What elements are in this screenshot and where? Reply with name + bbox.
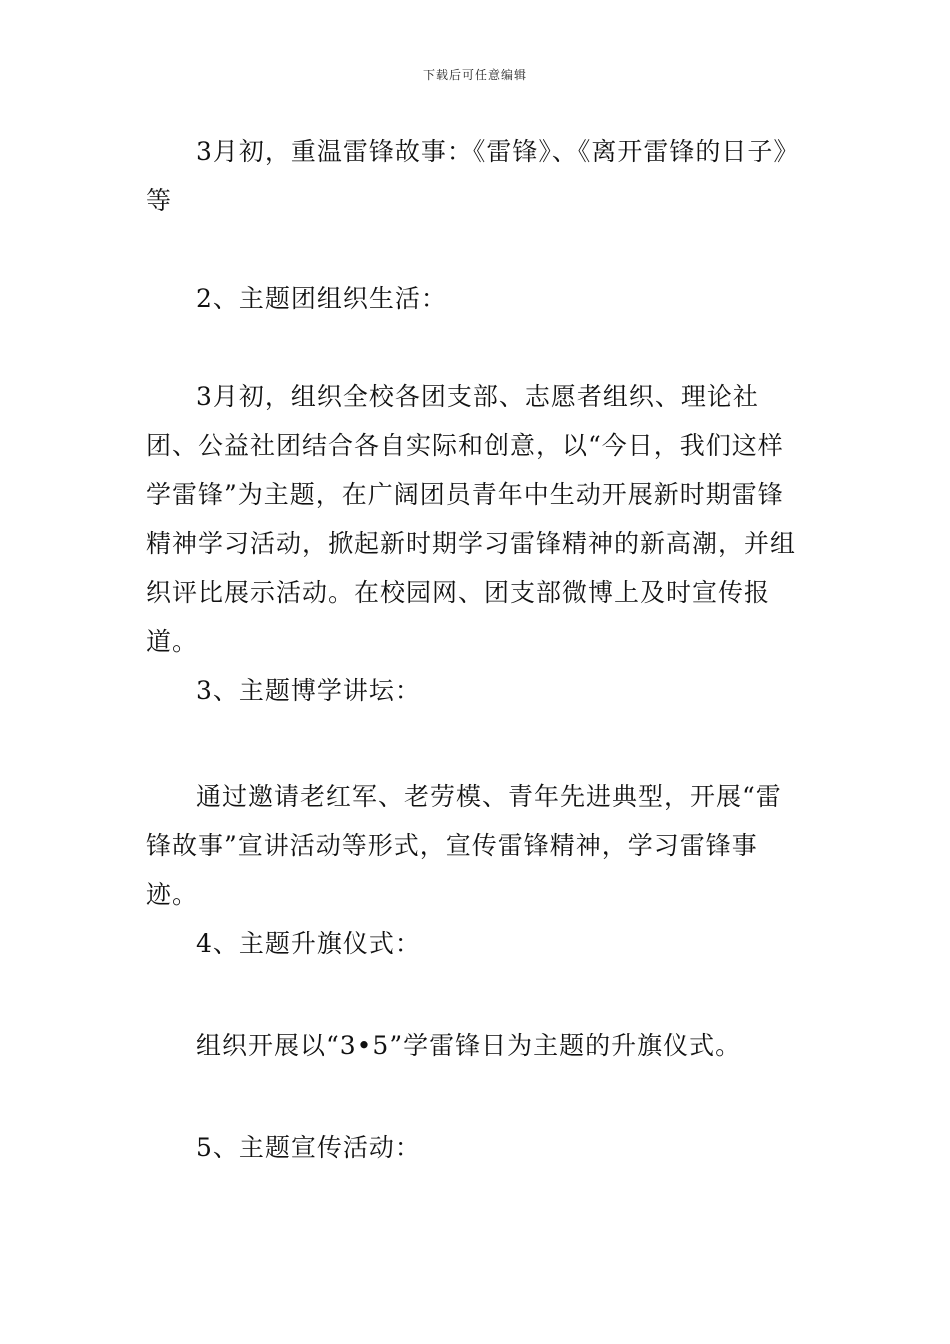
paragraph-story-review: 3月初，重温雷锋故事：《雷锋》、《离开雷锋的日子》等 bbox=[146, 137, 800, 215]
heading-item-3: 3、主题博学讲坛： bbox=[196, 676, 421, 705]
heading-item-2: 2、主题团组织生活： bbox=[196, 284, 447, 313]
paragraph-org-life: 3月初，组织全校各团支部、志愿者组织、理论社团、公益社团结合各自实际和创意，以“今日，我们这样学雷锋”为主题，在广阔团员青年中生动开展新时期雷锋精神学习活动，掀起新时期学习雷锋精神的新高潮，并组织评比展示活动。在校园网、团支部微博上及时宣传报道。 bbox=[146, 382, 797, 656]
heading-item-4: 4、主题升旗仪式： bbox=[196, 929, 421, 958]
paragraph-flag-ceremony: 组织开展以“3•5”学雷锋日为主题的升旗仪式。 bbox=[196, 1031, 742, 1060]
page-header: 下载后可任意编辑 bbox=[422, 68, 527, 82]
heading-item-5: 5、主题宣传活动： bbox=[196, 1133, 421, 1162]
paragraph-lecture: 通过邀请老红军、老劳模、青年先进典型，开展“雷锋故事”宣讲活动等形式，宣传雷锋精神，学习雷锋事迹。 bbox=[146, 782, 782, 909]
